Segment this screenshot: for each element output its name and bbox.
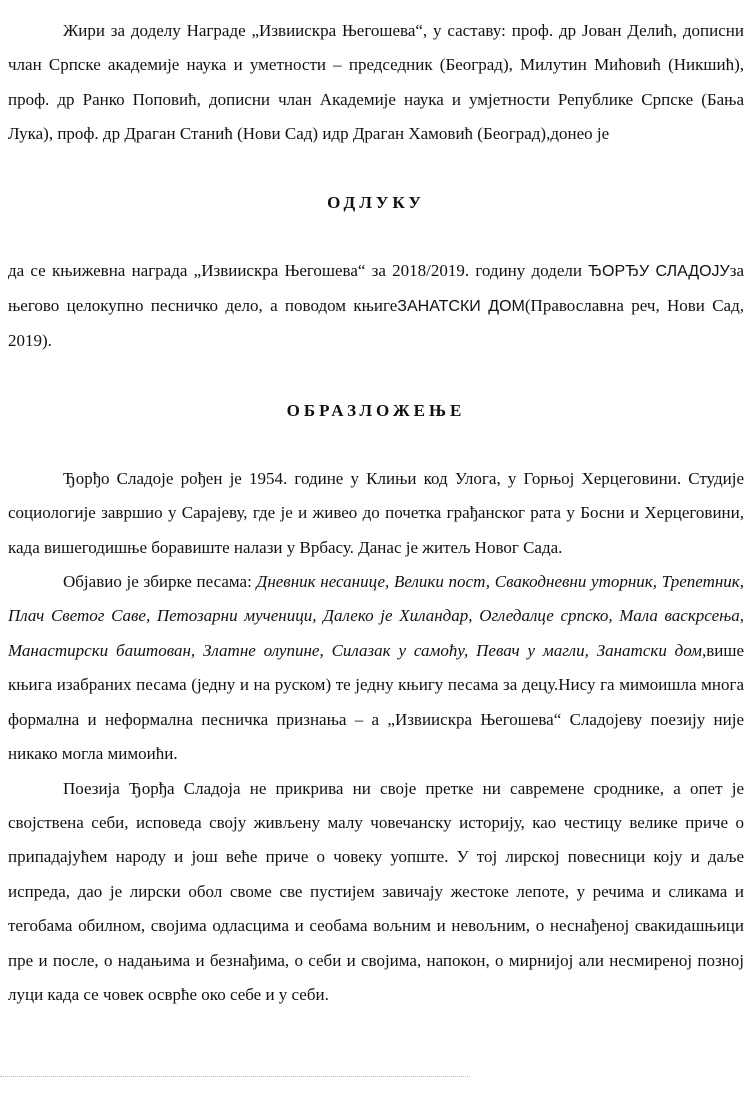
collection-titles: Дневник несанице, Велики пост, Свакодневни уторник, Трепетник, Плач Светог Саве, Петозарни мученици, Далеко је Хиландар, Огледалце српско, Мала васкрсења, Манастирски баштован, Златне олупине, Силазак у самоћу, Певач у магли, Занатски дом bbox=[8, 572, 744, 660]
decision-heading: ОДЛУКУ bbox=[327, 192, 425, 212]
poetry-paragraph: Поезија Ђорђа Сладоја не прикрива ни своје претке ни савремене сроднике, а опет је својствена себи, исповеда своју живљену малу човечанску историју, као честицу велике приче о припадајућем народу и још веће приче о човеку уопште. У тој лирској повесници коју и даље испреда, дао је лирски обол своме све пустијем завичају жестоке лепоте, у речима и сликама и тегобама обилном, својима одласцима и сеобама вољним и невољним, о неснађеној свакидашњици пре и после, о надањима и безнађима, о себи и својима, напокон, о мирнијој али несмиреној позној луци када се човек осврће око себе и у себи. bbox=[8, 778, 744, 1004]
book-title: ЗАНАТСКИ ДОМ bbox=[397, 298, 525, 316]
biography-paragraph: Ђорђо Сладоје рођен је 1954. године у Клињи код Улога, у Горњој Херцеговини. Студије социологије завршио у Сарајеву, где је и живео до почетка грађанског рата у Босни и Херцеговини, када вишегодишње боравиште налази у Врбасу. Данас је житељ Новог Сада. bbox=[8, 468, 744, 557]
decision-text-2: за његово целокупно песничко дело, а поводом књиге bbox=[8, 260, 744, 316]
intro-paragraph: Жири за доделу Награде „Извиискра Његошева“, у саставу: проф. др Јован Делић, дописни члан Српске академије наука и уметности – председник (Београд), Милутин Мићовић (Никшић), проф. др Ранко Поповић, дописни члан Академије наука и умјетности Републике Српске (Бања Лука), проф. др Драган Станић (Нови Сад) идр Драган Хамовић (Београд),донео је bbox=[8, 21, 744, 144]
laureate-name: ЂОРЂУ СЛАДОЈУ bbox=[588, 262, 730, 280]
decision-text-3: (Православна реч, Нови Сад, 2019). bbox=[8, 296, 745, 351]
page-divider bbox=[0, 1076, 470, 1077]
bibliography-rest: ,више књига изабраних песама (једну и на руском) те једну књигу песама за децу.Нису га мимоишла многа формална и неформална песничка признања – а „Извиискра Његошева“ Сладојеву поезију није никако могла мимоићи. bbox=[8, 640, 744, 764]
bibliography-lead: Објавио је збирке песама: bbox=[63, 572, 257, 592]
bibliography-paragraph bbox=[8, 565, 744, 771]
document-page bbox=[8, 14, 744, 1012]
reasoning-heading: ОБРАЗЛОЖЕЊЕ bbox=[286, 400, 466, 420]
decision-text-1: да се књижевна награда „Извиискра Његошева“ за 2018/2019. годину додели bbox=[8, 260, 589, 280]
decision-paragraph bbox=[8, 254, 744, 359]
